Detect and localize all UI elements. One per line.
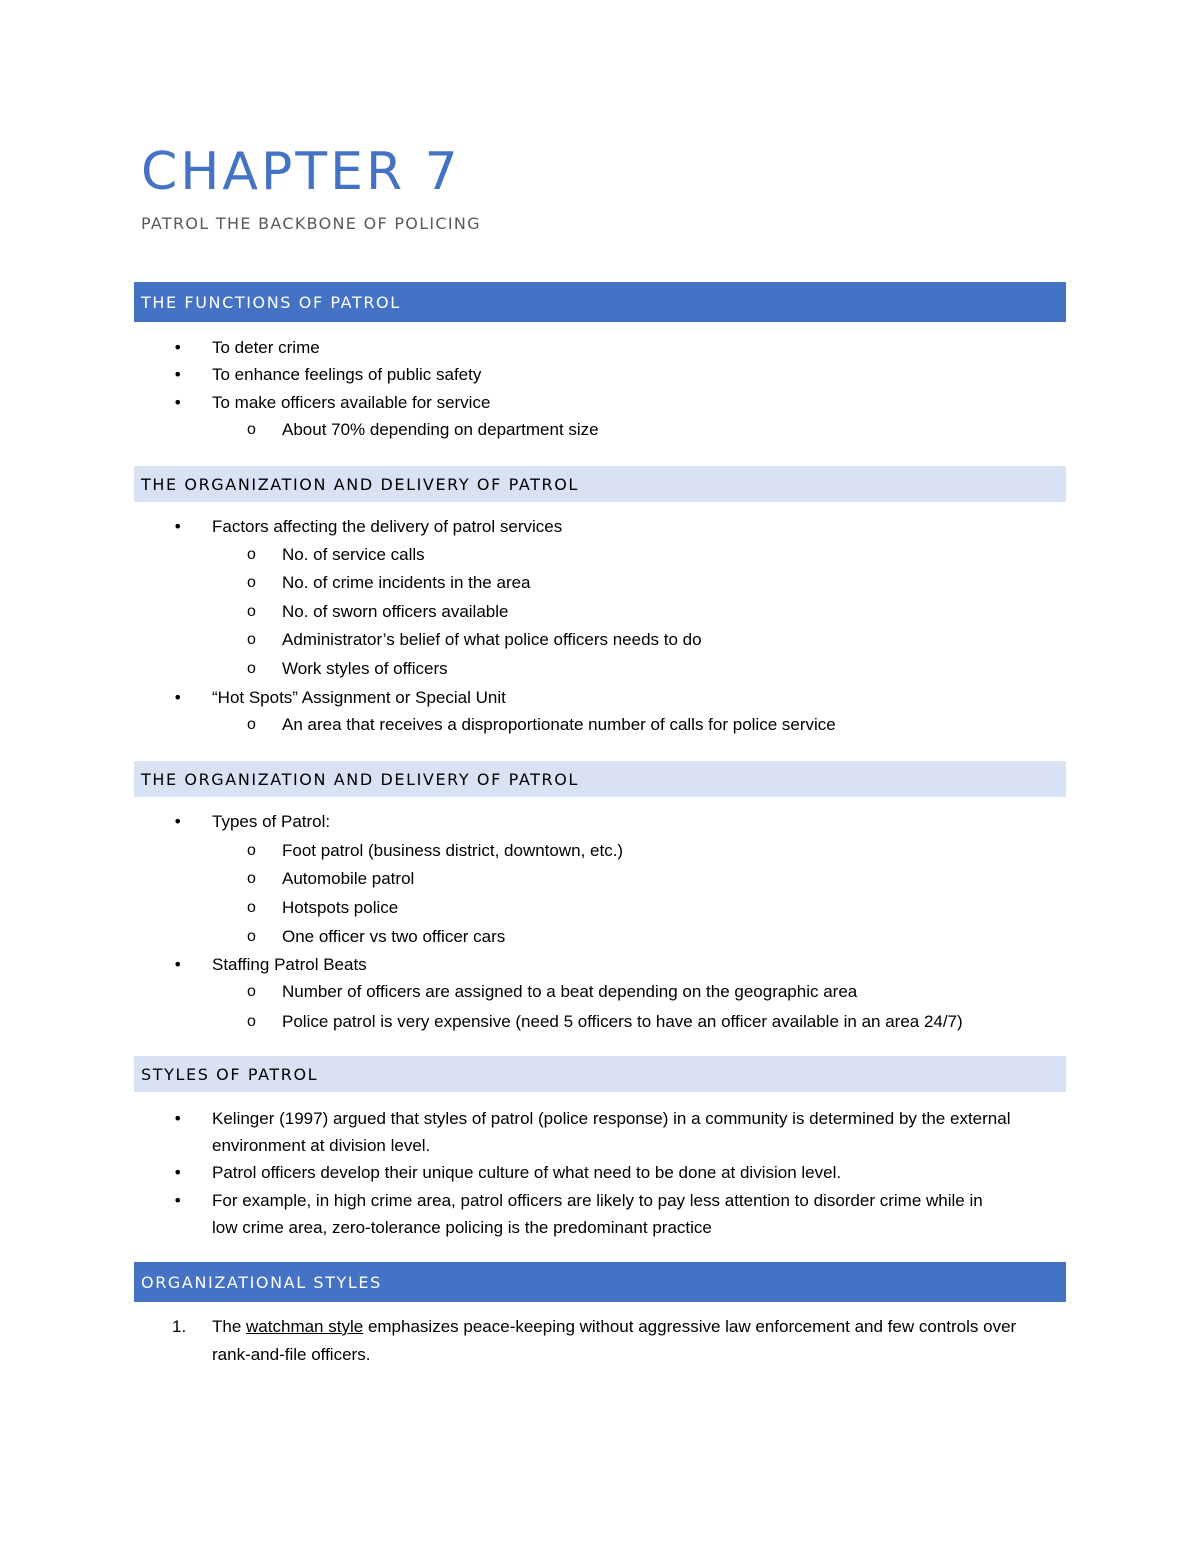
chapter-subtitle: PATROL THE BACKBONE OF POLICING: [141, 214, 481, 233]
section-heading-organization-delivery-2: THE ORGANIZATION AND DELIVERY OF PATROL: [134, 761, 1066, 797]
sub-bullet-marker: o: [247, 1013, 256, 1030]
sub-list-item: Police patrol is very expensive (need 5 officers to have an officer available in an area 24/7): [282, 1012, 963, 1031]
sub-list-item: An area that receives a disproportionate number of calls for police service: [282, 715, 836, 734]
sub-bullet-marker: o: [247, 631, 256, 648]
numbered-item-line: [212, 1315, 1016, 1339]
paragraph-line: Patrol officers develop their unique culture of what need to be done at division level.: [212, 1163, 842, 1182]
bullet-marker: •: [173, 1163, 183, 1182]
list-item: To enhance feelings of public safety: [212, 365, 482, 384]
sub-bullet-marker: o: [247, 546, 256, 563]
sub-list-item: No. of crime incidents in the area: [282, 573, 531, 592]
section-heading-organizational-styles: ORGANIZATIONAL STYLES: [134, 1262, 1066, 1302]
list-number: 1.: [172, 1317, 187, 1336]
chapter-title: CHAPTER 7: [141, 142, 461, 202]
bullet-marker: •: [173, 812, 183, 831]
sub-bullet-marker: o: [247, 421, 256, 438]
bullet-marker: •: [173, 955, 183, 974]
sub-list-item: About 70% depending on department size: [282, 420, 599, 439]
bullet-marker: •: [173, 1109, 183, 1128]
bullet-marker: •: [173, 365, 183, 384]
sub-list-item: No. of sworn officers available: [282, 602, 509, 621]
sub-bullet-marker: o: [247, 603, 256, 620]
bullet-marker: •: [173, 1191, 183, 1210]
text-run: emphasizes peace-keeping without aggressive law enforcement and few controls over: [367, 1317, 1017, 1336]
bullet-marker: •: [173, 517, 183, 536]
list-item: Staffing Patrol Beats: [212, 955, 367, 974]
bullet-marker: •: [173, 338, 183, 357]
list-item: To deter crime: [212, 338, 320, 357]
sub-list-item: One officer vs two officer cars: [282, 927, 506, 946]
bullet-marker: •: [173, 393, 183, 412]
list-item: Factors affecting the delivery of patrol services: [212, 517, 563, 536]
paragraph-line: environment at division level.: [212, 1136, 431, 1155]
sub-list-item: No. of service calls: [282, 545, 425, 564]
sub-list-item: Work styles of officers: [282, 659, 448, 678]
sub-bullet-marker: o: [247, 928, 256, 945]
sub-list-item: Number of officers are assigned to a beat depending on the geographic area: [282, 982, 858, 1001]
list-item: “Hot Spots” Assignment or Special Unit: [212, 688, 506, 707]
section-heading-organization-delivery: THE ORGANIZATION AND DELIVERY OF PATROL: [134, 466, 1066, 502]
sub-bullet-marker: o: [247, 660, 256, 677]
paragraph-line: For example, in high crime area, patrol officers are likely to pay less attention to disorder crime while in: [212, 1191, 983, 1210]
sub-bullet-marker: o: [247, 574, 256, 591]
sub-list-item: Hotspots police: [282, 898, 399, 917]
underlined-term: watchman style: [246, 1317, 364, 1336]
section-heading-functions: THE FUNCTIONS OF PATROL: [134, 282, 1066, 322]
sub-bullet-marker: o: [247, 842, 256, 859]
list-item: Types of Patrol:: [212, 812, 331, 831]
sub-bullet-marker: o: [247, 716, 256, 733]
section-heading-styles-of-patrol: STYLES OF PATROL: [134, 1056, 1066, 1092]
sub-list-item: Administrator’s belief of what police officers needs to do: [282, 630, 702, 649]
sub-bullet-marker: o: [247, 983, 256, 1000]
bullet-marker: •: [173, 688, 183, 707]
list-item: To make officers available for service: [212, 393, 491, 412]
numbered-item-line: rank-and-file officers.: [212, 1345, 371, 1364]
sub-bullet-marker: o: [247, 899, 256, 916]
text-run: The: [212, 1317, 242, 1336]
sub-list-item: Automobile patrol: [282, 869, 415, 888]
sub-bullet-marker: o: [247, 870, 256, 887]
sub-list-item: Foot patrol (business district, downtown, etc.): [282, 841, 624, 860]
paragraph-line: Kelinger (1997) argued that styles of patrol (police response) in a community is determined by the external: [212, 1109, 1011, 1128]
paragraph-line: low crime area, zero-tolerance policing is the predominant practice: [212, 1218, 712, 1237]
